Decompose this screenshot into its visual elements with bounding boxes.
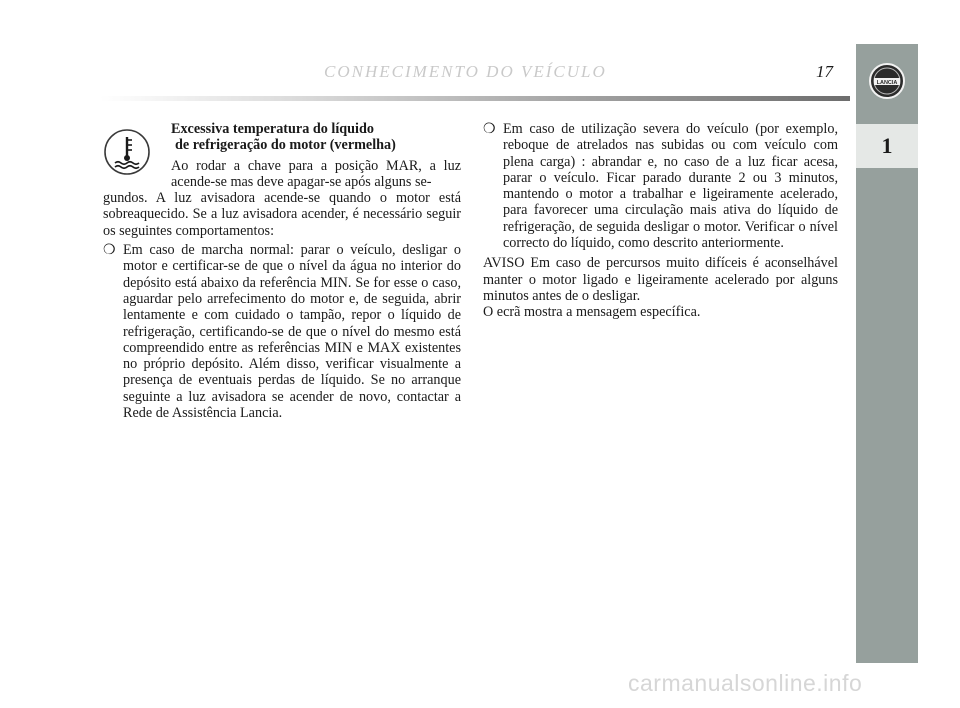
note-text: AVISO Em caso de percursos muito difíceis é aconselhável manter o motor ligado e ligeiramente acelerado por alguns minutos antes de o desligar. xyxy=(483,255,838,304)
bullet-severe-use xyxy=(483,121,838,251)
intro-paragraph xyxy=(103,158,461,239)
bullet-mark: ❍ xyxy=(103,242,116,259)
note-display-text: O ecrã mostra a mensagem específica. xyxy=(483,304,701,321)
section-heading xyxy=(171,121,461,154)
lancia-logo-icon xyxy=(868,62,906,100)
bullet-text: Em caso de utilização severa do veículo (por exemplo, reboque de atrelados nas subidas ou com veículo com plena carga) : abrandar e, no caso de a luz ficar acesa, parar o veículo. Ficar parado durante 2 ou 3 minutos, mantendo o motor a trabalhar e ligeiramente acelerado, para favorecer uma circulação mais ativa do líquido de refrigeração, de seguida desligar o motor. Verificar o nível correcto do líquido, como descrito anteriormente. xyxy=(503,121,838,252)
bullet-text: Em caso de marcha normal: parar o veículo, desligar o motor e certificar-se de que o nível da água no interior do depósito está abaixo da referência MIN. Se for esse o caso, aguardar pelo arrefecimento do motor e, de seguida, abrir lentamente e com cuidado o tampão, repor o líquido de refrigeração, certificando-se de que o nível do mesmo está compreendido entre as referências MIN e MAX existentes no próprio depósito. Além disso, verificar visualmente a presença de eventuais perdas de líquido. Se no arranque seguinte a luz avisadora se acender de novo, contactar a Rede de Assistência Lancia. xyxy=(123,242,461,422)
chapter-number: 1 xyxy=(856,124,918,168)
bullet-normal-driving xyxy=(103,242,461,421)
bullet-mark: ❍ xyxy=(483,121,496,137)
watermark: carmanualsonline.info xyxy=(628,670,863,696)
left-column xyxy=(103,121,461,421)
page-number: 17 xyxy=(816,62,833,81)
right-column xyxy=(483,121,838,321)
logo-text: LANCIA xyxy=(876,80,898,86)
intro-text: gundos. A luz avisadora acende-se quando o motor está sobreaquecido. Se a luz avisadora acender, é necessário seguir os seguintes comportamentos: xyxy=(103,190,461,239)
heading-line-1: Excessiva temperatura do líquido xyxy=(171,121,374,137)
intro-indented-text: Ao rodar a chave para a posição MAR, a luz acende-se mas deve apagar-se após alguns se- xyxy=(171,157,461,190)
heading-line-2: de refrigeração do motor (vermelha) xyxy=(175,137,396,154)
header-rule xyxy=(100,96,850,101)
warning-note xyxy=(483,255,838,320)
header-title: CONHECIMENTO DO VEÍCULO xyxy=(324,62,607,81)
